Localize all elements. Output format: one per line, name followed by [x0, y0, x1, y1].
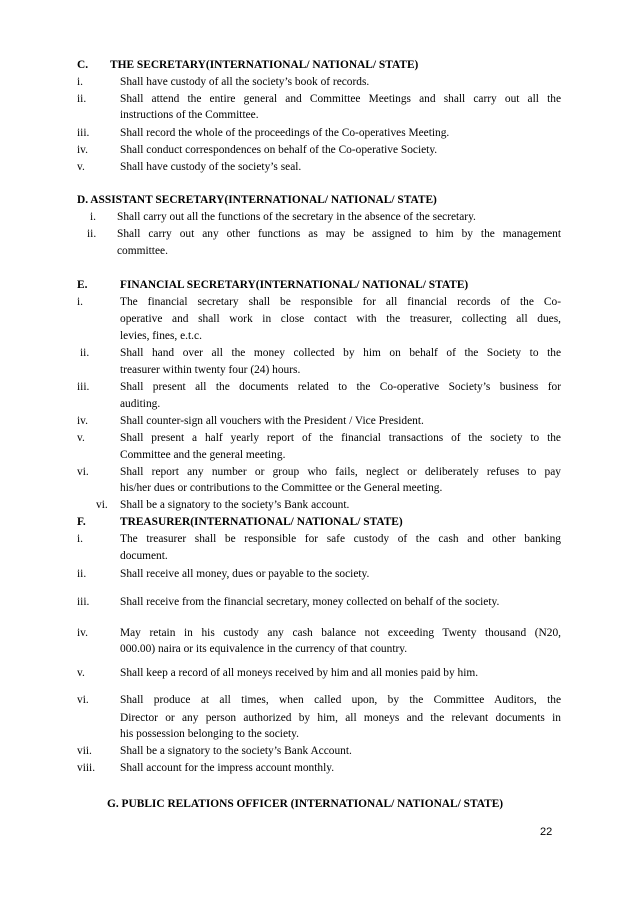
- item-number: ii.: [77, 568, 87, 580]
- item-number: v.: [77, 432, 85, 444]
- item-text: Shall record the whole of the proceedings of the Co-operatives Meeting.: [120, 127, 450, 139]
- item-number: iii.: [77, 381, 90, 393]
- item-number: viii.: [77, 762, 96, 774]
- item-text: Shall have custody of all the society’s book of records.: [120, 76, 370, 88]
- item-number: ii.: [87, 228, 97, 240]
- item-number: v.: [77, 161, 85, 173]
- section-letter: C.: [77, 59, 89, 71]
- section-letter: E.: [77, 279, 88, 291]
- item-number: vi.: [96, 499, 108, 511]
- item-text: treasurer within twenty four (24) hours.: [120, 364, 301, 376]
- item-text: Shall have custody of the society’s seal.: [120, 161, 302, 173]
- item-text: Shall conduct correspondences on behalf of the Co-operative Society.: [120, 144, 438, 156]
- item-number: ii.: [77, 93, 87, 105]
- item-number: iv.: [77, 415, 88, 427]
- item-number: i.: [77, 76, 84, 88]
- item-text: Shall keep a record of all moneys received by him and all monies paid by him.: [120, 667, 479, 679]
- item-number: iv.: [77, 144, 88, 156]
- item-number: iv.: [77, 627, 88, 639]
- item-text: Shall receive all money, dues or payable to the society.: [120, 568, 370, 580]
- page-number: 22: [540, 826, 553, 838]
- item-number: vi.: [77, 694, 89, 706]
- item-number: i.: [90, 211, 97, 223]
- section-title: D. ASSISTANT SECRETARY(INTERNATIONAL/ NATIONAL/ STATE): [77, 194, 437, 206]
- item-text: his possession belonging to the society.: [120, 728, 299, 740]
- item-text: levies, fines, e.t.c.: [120, 330, 202, 342]
- item-text: Shall account for the impress account monthly.: [120, 762, 335, 774]
- item-number: i.: [77, 296, 84, 308]
- item-text: Committee and the general meeting.: [120, 449, 286, 461]
- item-text: auditing.: [120, 398, 161, 410]
- item-text: Shall carry out any other functions as may be assigned to him by the management: [117, 228, 561, 240]
- item-text: 000.00) naira or its equivalence in the currency of that country.: [120, 643, 408, 655]
- item-text: Shall be a signatory to the society’s Bank account.: [120, 499, 350, 511]
- section-title: TREASURER(INTERNATIONAL/ NATIONAL/ STATE): [120, 516, 403, 528]
- section-title: THE SECRETARY(INTERNATIONAL/ NATIONAL/ STATE): [110, 59, 419, 71]
- item-text: The financial secretary shall be responsible for all financial records of the Co-: [120, 296, 561, 308]
- item-text: May retain in his custody any cash balance not exceeding Twenty thousand (N20,: [120, 627, 561, 639]
- item-number: vi.: [77, 466, 89, 478]
- item-number: v.: [77, 667, 85, 679]
- item-text: his/her dues or contributions to the Committee or the General meeting.: [120, 482, 443, 494]
- item-text: Shall carry out all the functions of the secretary in the absence of the secretary.: [117, 211, 476, 223]
- item-text: instructions of the Committee.: [120, 109, 259, 121]
- item-text: Shall produce at all times, when called upon, by the Committee Auditors, the: [120, 694, 561, 706]
- item-text: The treasurer shall be responsible for safe custody of the cash and other banking: [120, 533, 561, 545]
- item-text: operative and shall work in close contact with the treasurer, collecting all dues,: [120, 313, 561, 325]
- item-number: iii.: [77, 127, 90, 139]
- item-text: Shall report any number or group who fails, neglect or deliberately refuses to pay: [120, 466, 561, 478]
- item-number: iii.: [77, 596, 90, 608]
- item-text: Shall present all the documents related to the Co-operative Society’s business for: [120, 381, 561, 393]
- item-text: committee.: [117, 245, 168, 257]
- item-number: vii.: [77, 745, 92, 757]
- item-text: Shall be a signatory to the society’s Bank Account.: [120, 745, 352, 757]
- item-text: Shall counter-sign all vouchers with the President / Vice President.: [120, 415, 424, 427]
- item-text: Shall receive from the financial secretary, money collected on behalf of the society.: [120, 596, 500, 608]
- item-text: document.: [120, 550, 168, 562]
- item-number: ii.: [80, 347, 90, 359]
- item-text: Director or any person authorized by him, all moneys and the relevant documents in: [120, 712, 561, 724]
- item-text: Shall present a half yearly report of the financial transactions of the society to the: [120, 432, 561, 444]
- item-text: Shall hand over all the money collected by him on behalf of the Society to the: [120, 347, 561, 359]
- item-number: i.: [77, 533, 84, 545]
- section-title: FINANCIAL SECRETARY(INTERNATIONAL/ NATIONAL/ STATE): [120, 279, 469, 291]
- section-title: G. PUBLIC RELATIONS OFFICER (INTERNATIONAL/ NATIONAL/ STATE): [107, 798, 504, 810]
- section-letter: F.: [77, 516, 86, 528]
- item-text: Shall attend the entire general and Committee Meetings and shall carry out all the: [120, 93, 561, 105]
